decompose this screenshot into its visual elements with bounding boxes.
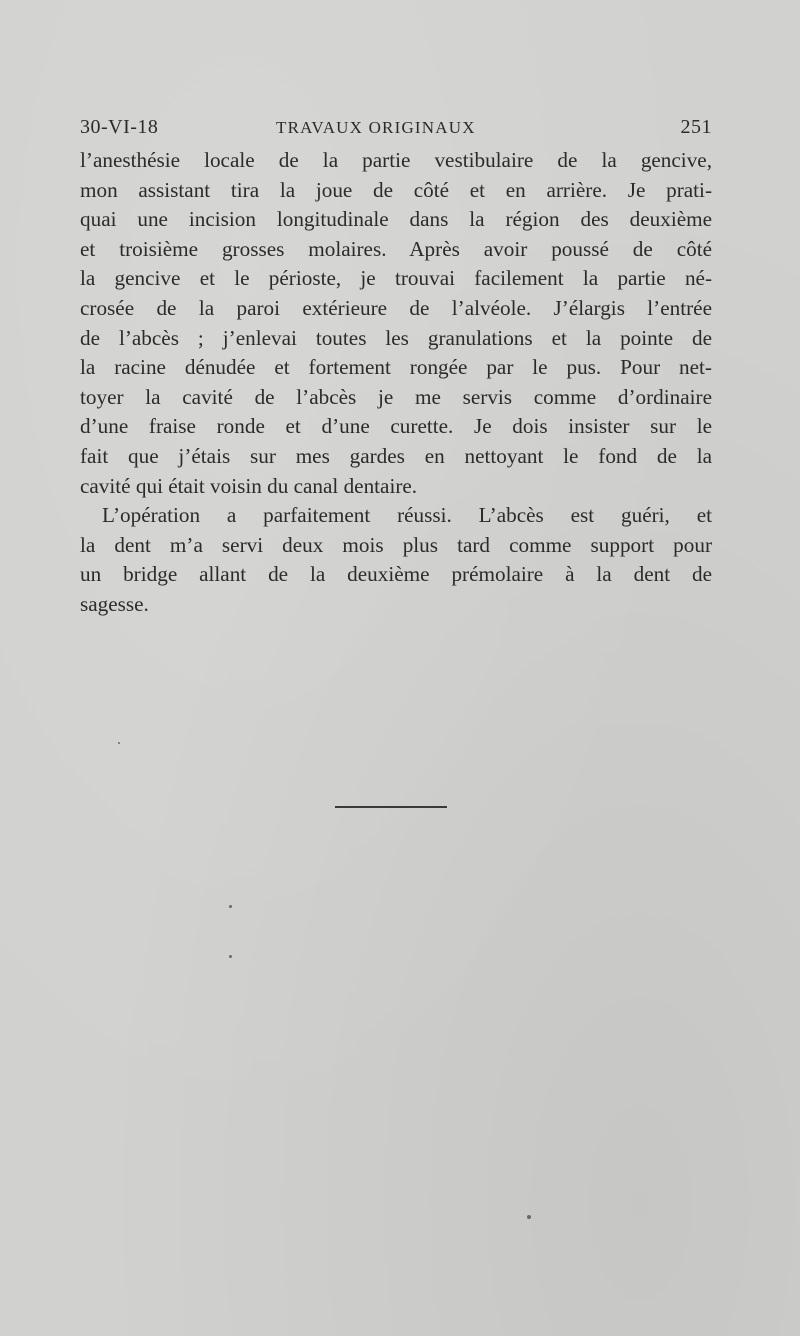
text-line: quai une incision longitudinale dans la région des deuxième (80, 207, 712, 232)
text-line: L’opération a parfaitement réussi. L’abcès est guéri, et (102, 503, 712, 528)
running-header (80, 116, 712, 144)
text-line: fait que j’étais sur mes gardes en nettoyant le fond de la (80, 443, 712, 468)
header-date: 30-VI-18 (80, 116, 159, 138)
text-line: la dent m’a servi deux mois plus tard comme support pour (80, 532, 712, 557)
text-line: la racine dénudée et fortement rongée par le pus. Pour net- (80, 355, 712, 380)
paper-speck (118, 742, 120, 744)
paper-speck (229, 955, 232, 958)
page-number: 251 (680, 116, 712, 138)
text-line: sagesse. (80, 591, 149, 616)
body-text (80, 146, 712, 620)
text-line: un bridge allant de la deuxième prémolaire à la dent de (80, 562, 712, 587)
text-line: crosée de la paroi extérieure de l’alvéole. J’élargis l’entrée (80, 295, 712, 320)
header-title: TRAVAUX ORIGINAUX (276, 118, 476, 137)
section-divider-rule (335, 806, 447, 808)
text-line: toyer la cavité de l’abcès je me servis comme d’ordinaire (80, 384, 712, 409)
paper-speck (527, 1215, 531, 1219)
text-line: la gencive et le périoste, je trouvai facilement la partie né- (80, 266, 712, 291)
text-line: cavité qui était voisin du canal dentaire. (80, 473, 418, 498)
text-line: d’une fraise ronde et d’une curette. Je dois insister sur le (80, 414, 712, 439)
paper-speck (229, 905, 232, 908)
text-line: et troisième grosses molaires. Après avoir poussé de côté (80, 236, 712, 261)
text-line: mon assistant tira la joue de côté et en arrière. Je prati- (80, 177, 712, 202)
text-line: l’anesthésie locale de la partie vestibulaire de la gencive, (80, 148, 712, 172)
text-line: de l’abcès ; j’enlevai toutes les granulations et la pointe de (80, 325, 712, 350)
